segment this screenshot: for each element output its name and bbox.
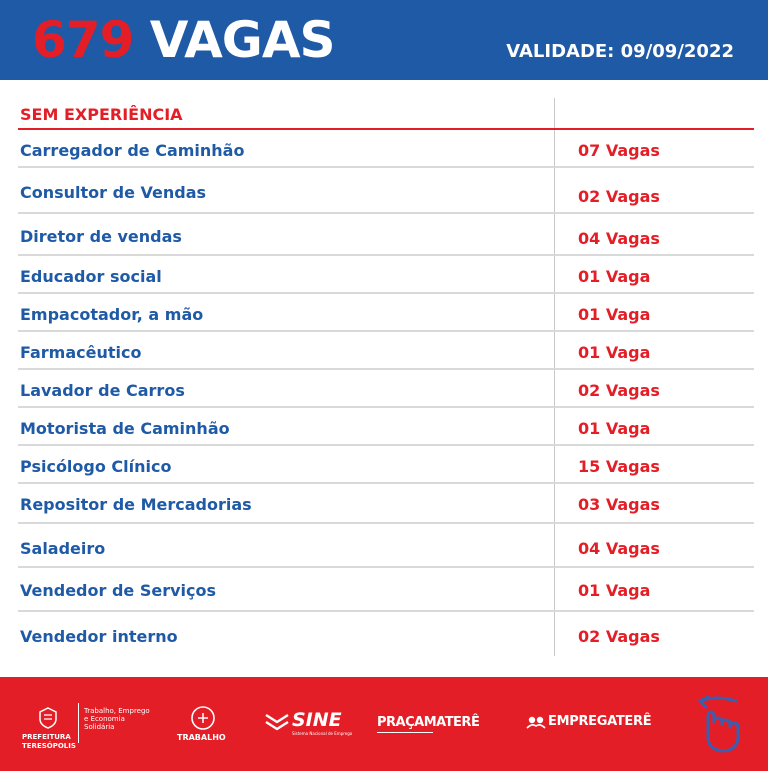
job-title: Empacotador, a mão	[20, 305, 204, 324]
job-title: Saladeiro	[20, 539, 106, 558]
job-title: Diretor de vendas	[20, 227, 182, 246]
row-separator	[18, 444, 754, 446]
vacancy-word: VAGAS	[149, 11, 335, 69]
row-separator	[18, 212, 754, 214]
vacancy-quantity: 01 Vaga	[578, 581, 651, 600]
job-title: Repositor de Mercadorias	[20, 495, 252, 514]
vacancy-quantity: 03 Vagas	[578, 495, 660, 514]
vacancy-quantity: 01 Vaga	[578, 305, 651, 324]
vacancy-quantity: 04 Vagas	[578, 229, 660, 248]
job-title: Lavador de Carros	[20, 381, 185, 400]
vacancy-quantity: 15 Vagas	[578, 457, 660, 476]
sine-label: SINE	[292, 709, 342, 731]
prefeitura-name: PREFEITURA TERESÓPOLIS	[22, 733, 76, 750]
vacancy-quantity: 01 Vaga	[578, 267, 651, 286]
job-title: Vendedor interno	[20, 627, 178, 646]
sine-icon	[264, 711, 290, 733]
row-separator	[18, 254, 754, 256]
job-title: Carregador de Caminhão	[20, 141, 245, 160]
row-separator	[18, 482, 754, 484]
section-title: SEM EXPERIÊNCIA	[20, 105, 183, 124]
trabalho-label: TRABALHO	[177, 733, 226, 742]
hand-pointer-icon	[694, 693, 746, 755]
vacancy-quantity: 02 Vagas	[578, 627, 660, 646]
vacancy-quantity: 02 Vagas	[578, 381, 660, 400]
row-separator	[18, 292, 754, 294]
section-rule	[18, 128, 754, 130]
footer-divider	[78, 703, 79, 743]
row-separator	[18, 368, 754, 370]
job-title: Motorista de Caminhão	[20, 419, 230, 438]
prefeitura-desc: Trabalho, Emprego e Economia Solidária	[84, 707, 150, 731]
vacancy-quantity: 01 Vaga	[578, 343, 651, 362]
vacancy-quantity: 01 Vaga	[578, 419, 651, 438]
row-separator	[18, 166, 754, 168]
job-title: Psicólogo Clínico	[20, 457, 172, 476]
pracamatere-label: PRAÇAMATERÊ	[377, 715, 480, 730]
vacancy-quantity: 04 Vagas	[578, 539, 660, 558]
job-title: Vendedor de Serviços	[20, 581, 217, 600]
job-title: Farmacêutico	[20, 343, 142, 362]
validity-date: VALIDADE: 09/09/2022	[506, 41, 734, 62]
empregatere-icon	[526, 715, 546, 729]
sine-sublabel: Sistema Nacional de Emprego	[292, 731, 353, 736]
row-separator	[18, 406, 754, 408]
row-separator	[18, 522, 754, 524]
vacancy-quantity: 02 Vagas	[578, 187, 660, 206]
row-separator	[18, 330, 754, 332]
trabalho-emblem-icon	[190, 705, 216, 731]
header-banner	[0, 0, 768, 80]
brasao-icon	[36, 707, 60, 729]
empregatere-label: EMPREGATERÊ	[548, 714, 652, 729]
vacancy-quantity: 07 Vagas	[578, 141, 660, 160]
job-title: Educador social	[20, 267, 162, 286]
job-title: Consultor de Vendas	[20, 183, 207, 202]
page-title	[32, 10, 335, 70]
footer-banner	[0, 677, 768, 771]
vacancy-count: 679	[32, 11, 134, 69]
pracamatere-underline	[377, 732, 433, 733]
row-separator	[18, 566, 754, 568]
row-separator	[18, 610, 754, 612]
column-divider	[554, 98, 555, 656]
